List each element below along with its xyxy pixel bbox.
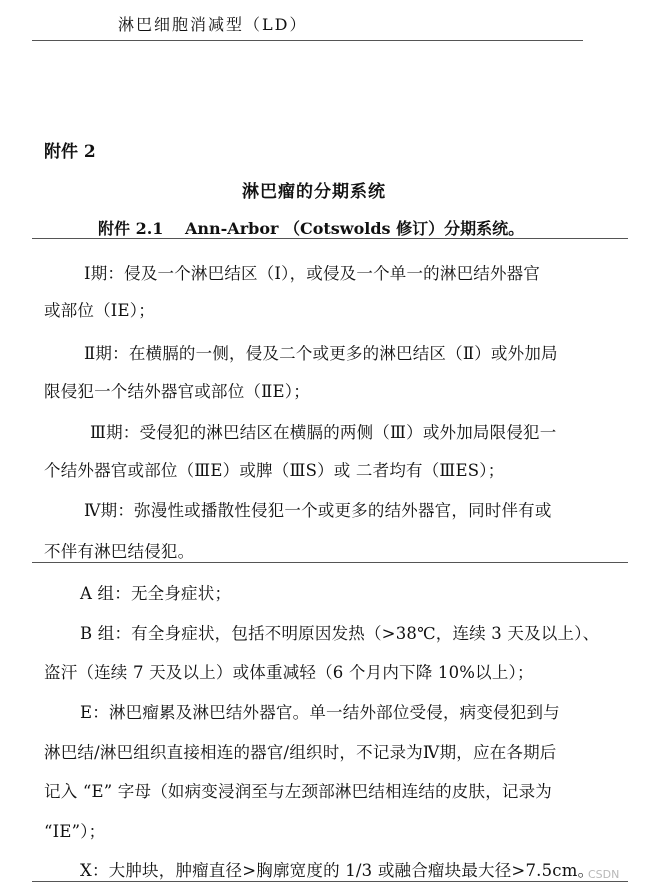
stage-1-line-2: 或部位（ⅠE）； xyxy=(44,301,155,320)
stage-2-line-1: Ⅱ期：在横膈的一侧，侵及二个或更多的淋巴结区（Ⅱ）或外加局 xyxy=(84,344,558,363)
watermark-text: CSDN xyxy=(588,868,620,881)
group-x-line-1: X：大肿块，肿瘤直径>胸廓宽度的 1/3 或融合瘤块最大径>7.5cm。 xyxy=(80,861,595,880)
group-e-line-2: 淋巴结/淋巴组织直接相连的器官/组织时，不记录为Ⅳ期，应在各期后 xyxy=(44,743,557,762)
stage-3-line-2: 个结外器官或部位（ⅢE）或脾（ⅢS）或 二者均有（ⅢES）； xyxy=(44,461,505,480)
group-b-line-1: B 组：有全身症状，包括不明原因发热（>38℃，连续 3 天及以上）、 xyxy=(80,624,600,643)
attachment-label: 附件 2 xyxy=(44,142,96,162)
stage-4-line-2: 不伴有淋巴结侵犯。 xyxy=(44,542,195,561)
footer-divider xyxy=(32,881,628,882)
section-divider xyxy=(32,238,628,239)
stages-divider xyxy=(32,562,628,563)
group-e-line-3: 记入 “E” 字母（如病变浸润至与左颈部淋巴结相连结的皮肤，记录为 xyxy=(44,782,553,801)
stage-1-line-1: Ⅰ期：侵及一个淋巴结区（Ⅰ），或侵及一个单一的淋巴结外器官 xyxy=(84,264,541,283)
stage-3-line-1: Ⅲ期：受侵犯的淋巴结区在横膈的两侧（Ⅲ）或外加局限侵犯一 xyxy=(90,423,557,442)
section-title: 附件 2.1 Ann-Arbor （Cotswolds 修订）分期系统。 xyxy=(98,219,525,238)
group-a-line-1: A 组：无全身症状； xyxy=(80,584,232,603)
header-divider xyxy=(32,40,583,41)
stage-2-line-2: 限侵犯一个结外器官或部位（ⅡE）； xyxy=(44,382,310,401)
group-b-line-2: 盗汗（连续 7 天及以上）或体重减轻（6 个月内下降 10%以上）； xyxy=(44,663,534,682)
stage-4-line-1: Ⅳ期：弥漫性或播散性侵犯一个或更多的结外器官，同时伴有或 xyxy=(84,501,552,520)
group-e-line-4: “IE”）； xyxy=(44,822,106,841)
group-e-line-1: E：淋巴瘤累及淋巴结外器官。单一结外部位受侵，病变侵犯到与 xyxy=(80,703,560,722)
header-line: 淋巴细胞消减型（LD） xyxy=(118,15,308,34)
document-title: 淋巴瘤的分期系统 xyxy=(242,182,386,202)
